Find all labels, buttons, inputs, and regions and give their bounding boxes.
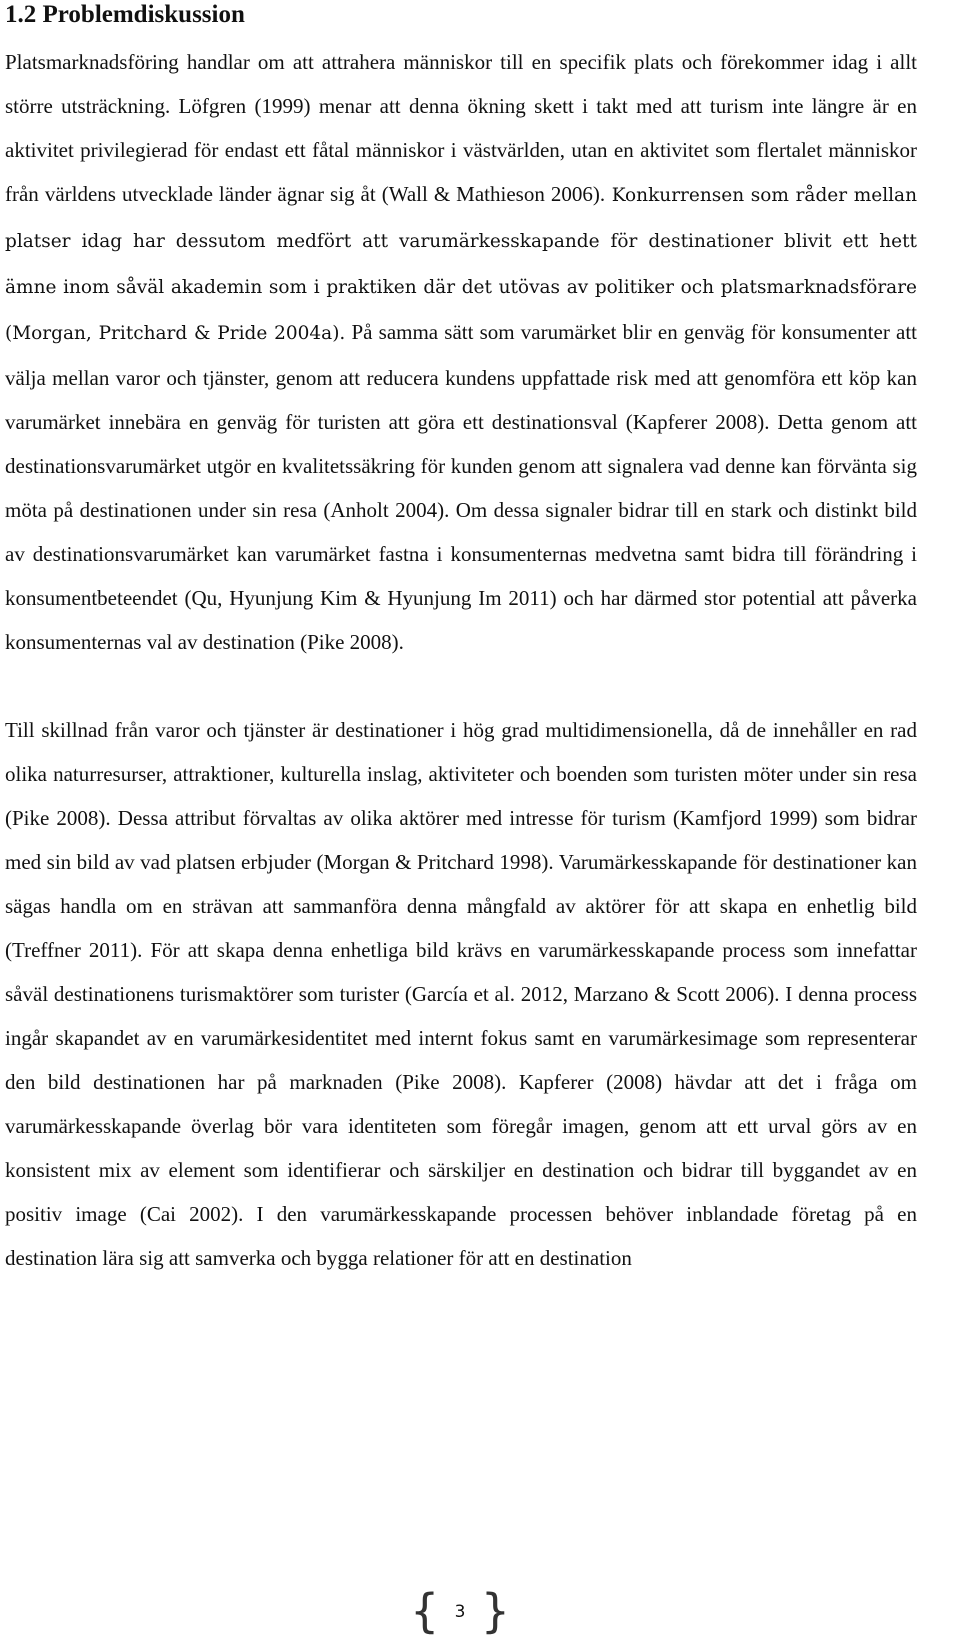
section-heading: 1.2 Problemdiskussion [5,1,245,28]
footer-left-brace: { [410,1584,440,1638]
paragraph-1-sentence-1: Platsmarknadsföring handlar om att attrahera människor till en specifik plats och förekommer idag i allt större utsträckning. [5,50,917,118]
paragraph-problem-discussion-1 [5,40,917,664]
page-number: 3 [454,1602,466,1622]
paragraph-problem-discussion-2: Till skillnad från varor och tjänster är destinationer i hög grad multidimensionella, då de innehåller en rad olika naturresurser, attraktioner, kulturella inslag, aktiviteter och boenden som turisten möter under sin resa (Pike 2008). Dessa attribut förvaltas av olika aktörer med intresse för turism (Kamfjord 1999) som bidrar med sin bild av vad platsen erbjuder (Morgan & Pritchard 1998). Varumärkesskapande för destinationer kan sägas handla om en strävan att sammanföra denna mångfald av aktörer för att skapa en enhetlig bild (Treffner 2011). För att skapa denna enhetliga bild krävs en varumärkesskapande process som innefattar såväl destinationens turismaktörer som turister (García et al. 2012, Marzano & Scott 2006). I denna process ingår skapandet av en varumärkesidentitet med internt fokus samt en varumärkesimage som representerar den bild destinationen har på marknaden (Pike 2008). Kapferer (2008) hävdar att det i fråga om varumärkesskapande överlag bör vara identiteten som föregår imagen, genom att ett urval görs av en konsistent mix av element som identifierar och särskiljer en destination och bidrar till byggandet av en positiv image (Cai 2002). I den varumärkesskapande processen behöver inblandade företag på en destination lära sig att samverka och bygga relationer för att en destination [5,718,917,1270]
paragraph-1-sentence-2: Löfgren (1999) menar att denna ökning skett i takt med att turism inte längre är en aktivitet privilegierad för endast ett fåtal människor i västvärlden, utan en aktivitet som flertalet människor från världens utvecklade länder ägnar sig åt (Wall & Mathieson 2006). [5,94,918,206]
paragraph-1-sentence-3: Konkurrensen som råder mellan platser idag har dessutom medfört att varumärkesskapande för destinationer blivit ett hett ämne inom såväl akademin som i praktiken där det utövas av politiker och platsmarknadsförare (Morgan, Pritchard & Pride 2004a). [5,185,917,344]
paragraph-1-sentence-4: På samma sätt som varumärket blir en genväg för konsumenter att välja mellan varor och tjänster, genom att reducera kundens uppfattade risk med att genomföra ett köp kan varumärket innebära en genväg för turisten att göra ett destinationsval (Kapferer 2008). Detta genom att destinationsvarumärket utgör en kvalitetssäkring för kunden genom att signalera vad denne kan förvänta sig möta på destinationen under sin resa (Anholt 2004). Om dessa signaler bidrar till en stark och distinkt bild av destinationsvarumärket kan varumärket fastna i konsumenternas medvetna samt bidra till förändring i konsumentbeteendet (Qu, Hyunjung Kim & Hyunjung Im 2011) och har därmed stor potential att påverka konsumenternas val av destination (Pike 2008). [5,320,917,654]
page-footer [410,1586,510,1636]
document-page [5,0,917,1280]
footer-right-brace: } [480,1584,510,1638]
